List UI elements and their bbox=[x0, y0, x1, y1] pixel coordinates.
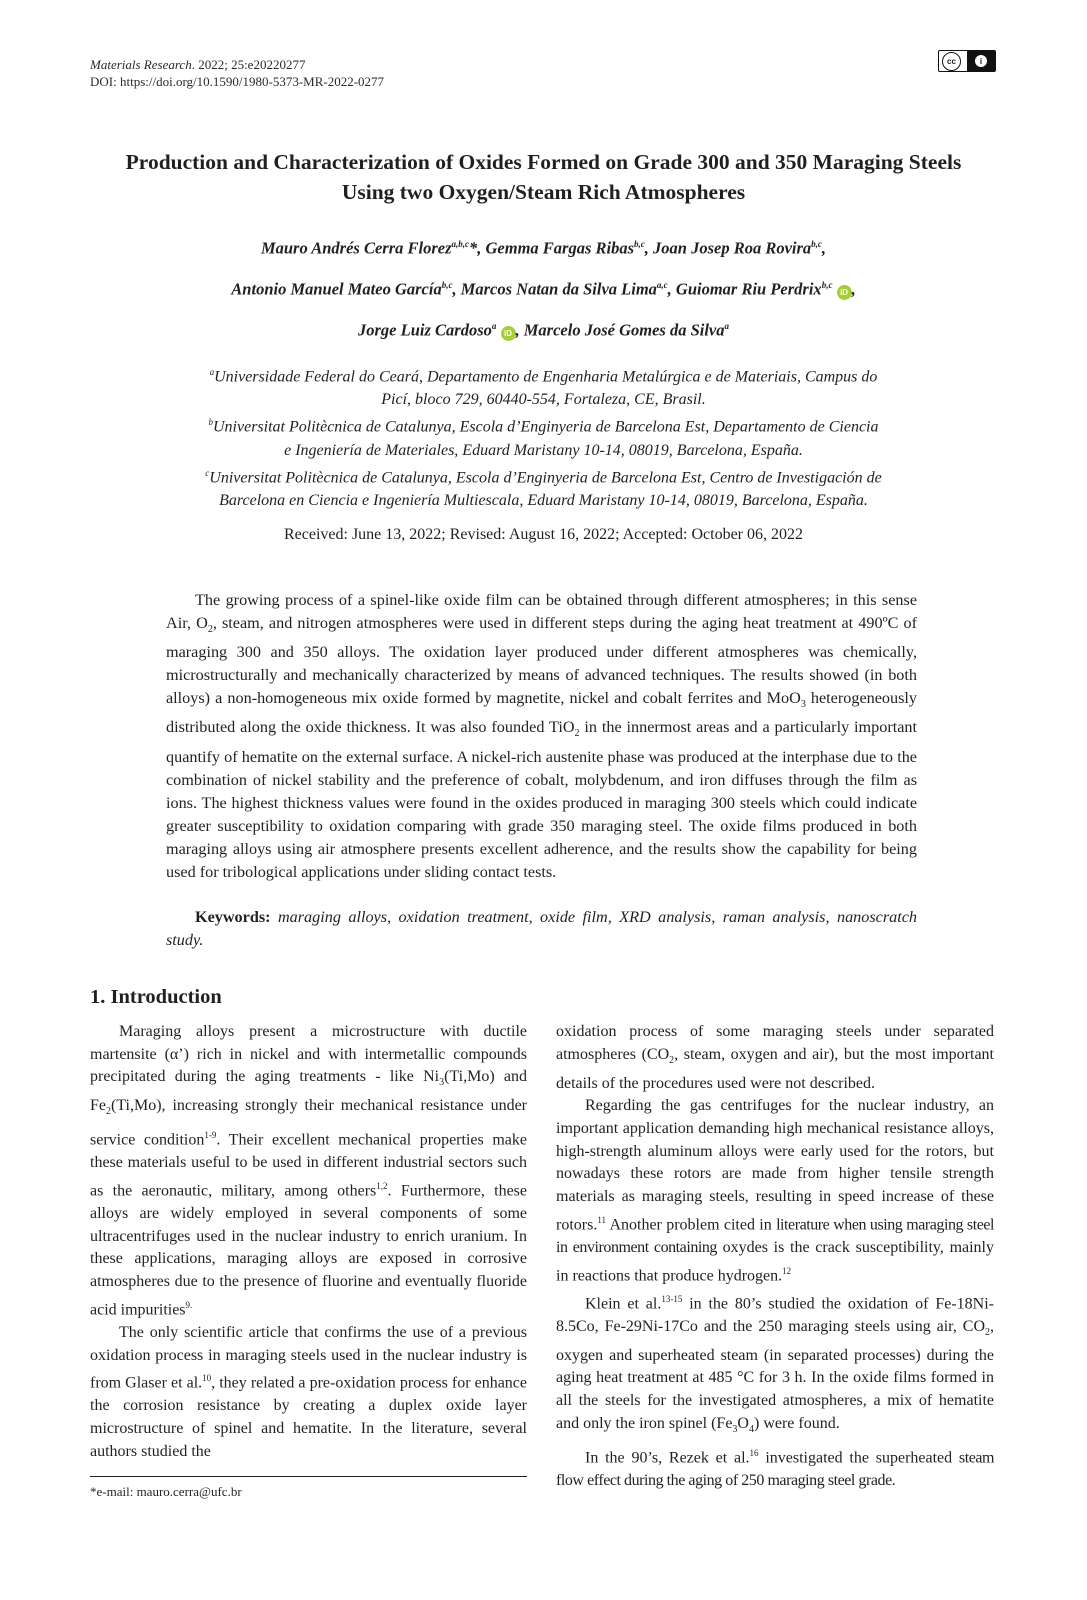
author-affiliation-mark: a,b,c bbox=[451, 239, 469, 249]
subscript: 4 bbox=[748, 1423, 754, 1435]
body-text: Regarding the gas centrifuges for the nuclear industry, an important application demanding high mechanical resistance alloys, high-strength aluminum alloys were early used for the rotors, but nowadays these rotors are made from higher tensile strength materials as maraging steels, resulting in speed increase of these rotors. bbox=[556, 1097, 994, 1234]
keywords-label: Keywords: bbox=[195, 908, 271, 926]
journal-citation bbox=[90, 56, 384, 73]
affiliation-text: Barcelona en Ciencia e Ingeniería Multiescala, Eduard Maristany 10-14, 08019, Barcelona, España. bbox=[219, 491, 868, 509]
author-affiliation-mark: a bbox=[491, 321, 497, 331]
body-text: in the 80’s studied the oxidation of Fe-18Ni-8.5Co, Fe-29Ni-17Co and the 250 maraging steels using air, CO bbox=[556, 1294, 994, 1335]
citation-ref[interactable]: 1,2 bbox=[376, 1180, 388, 1191]
by-attribution-mark: i bbox=[967, 51, 995, 71]
body-text: steam flow effect during the aging of 250 maraging steel grade. bbox=[556, 1448, 994, 1489]
body-text: Another problem cited in bbox=[606, 1216, 777, 1234]
citation-ref[interactable]: 13-15 bbox=[661, 1293, 683, 1304]
section-heading: 1. Introduction bbox=[90, 986, 222, 1008]
body-text: O bbox=[737, 1414, 749, 1432]
author-separator: , bbox=[452, 279, 461, 299]
affiliation-text: Picí, bloco 729, 60440-554, Fortaleza, CE, Brasil. bbox=[381, 391, 706, 409]
keywords bbox=[166, 906, 917, 952]
body-paragraph bbox=[556, 1442, 994, 1493]
author-affiliation-mark: b,c bbox=[441, 280, 453, 290]
author-name: Gemma Fargas Ribas bbox=[485, 238, 635, 258]
author-separator: *, bbox=[469, 238, 486, 258]
author-line-3 bbox=[60, 314, 1027, 355]
citation-ref[interactable]: 11 bbox=[597, 1214, 606, 1225]
author-affiliation-mark: b,c bbox=[634, 239, 645, 249]
abstract-text: in the innermost areas and a particularly important quantify of hematite on the external surface. A nickel-rich austenite phase was produced at the interphase due to the combination of nickel stability and the preference of cobalt, molybdenum, and iron diffuses through the film as ions. The highest thickness values were found in the oxides produced in maraging 300 steels which could indicate greater susceptibility to oxidation comparing with grade 350 maraging steel. The oxide films produced in both maraging alloys using air atmosphere presents excellent adherence, and the results show the capability for being used for tribological applications under sliding contact tests. bbox=[166, 718, 917, 881]
author-separator: , bbox=[644, 238, 654, 258]
subscript: 3 bbox=[732, 1423, 738, 1435]
subscript: 2 bbox=[669, 1054, 675, 1066]
author-list bbox=[60, 232, 1027, 355]
citation-ref[interactable]: 9. bbox=[185, 1299, 193, 1310]
corresponding-email[interactable]: *e-mail: mauro.cerra@ufc.br bbox=[90, 1484, 242, 1499]
body-paragraph bbox=[556, 1021, 994, 1095]
affiliation-text: Universitat Politècnica de Catalunya, Escola d’Enginyeria de Barcelona Est, Departamento de Ciencia bbox=[213, 418, 879, 436]
cc-by-icon[interactable] bbox=[938, 50, 996, 72]
affiliation-mark: b bbox=[208, 417, 213, 428]
cc-logo: cc bbox=[942, 52, 961, 71]
subscript: 3 bbox=[439, 1077, 445, 1089]
body-text: literature when using maraging steel in environment containing bbox=[556, 1216, 994, 1256]
body-text: investigated the superheated bbox=[758, 1448, 959, 1466]
affiliation-text: e Ingeniería de Materiales, Eduard Maristany 10-14, 08019, Barcelona, España. bbox=[284, 441, 803, 459]
subscript: 2 bbox=[574, 728, 580, 740]
orcid-icon[interactable]: iD bbox=[501, 326, 516, 341]
paper-title-line-2: Using two Oxygen/Steam Rich Atmospheres bbox=[341, 180, 746, 204]
author-line-2 bbox=[60, 273, 1027, 314]
author-affiliation-mark: a bbox=[724, 321, 729, 331]
author-separator: , bbox=[667, 279, 676, 299]
body-text: oxidation process of some maraging steels under separated atmospheres (CO bbox=[556, 1023, 994, 1063]
author-name: Jorge Luiz Cardoso bbox=[358, 320, 492, 340]
affiliation-text: Universitat Politècnica de Catalunya, Escola d’Enginyeria de Barcelona Est, Centro de Investigación de bbox=[209, 468, 882, 486]
abstract-text: , steam, and nitrogen atmospheres were used in different steps during the aging heat treatment at 490ºC of maraging 300 and 350 alloys. The oxidation layer produced under different atmospheres was chemically, microstructurally and mechanically characterized by means of advanced techniques. The results showed (in both alloys) a non-homogeneous mix oxide formed by magnetite, nickel and cobalt ferrites and MoO bbox=[166, 614, 918, 708]
subscript: 2 bbox=[985, 1326, 990, 1338]
abstract-text: heterogeneously distributed along the oxide thickness. It was also founded TiO bbox=[166, 689, 917, 737]
author-name: Antonio Manuel Mateo García bbox=[231, 279, 442, 299]
abstract bbox=[166, 589, 917, 884]
body-text: The only scientific article that confirms the use of a previous oxidation process in maraging steels used in the nuclear industry is from Glaser et al. bbox=[90, 1323, 527, 1392]
orcid-icon[interactable]: iD bbox=[837, 285, 852, 300]
affiliation-mark: c bbox=[205, 467, 210, 478]
affiliation-mark: a bbox=[209, 367, 215, 377]
body-text: oxydes is the crack susceptibility, mainly in reactions that produce hydrogen. bbox=[556, 1238, 995, 1284]
body-paragraph bbox=[90, 1322, 527, 1464]
author-name: Mauro Andrés Cerra Florez bbox=[260, 238, 452, 258]
author-name: Guiomar Riu Perdrix bbox=[675, 279, 822, 299]
author-separator: , bbox=[851, 279, 856, 299]
abstract-text: The growing process of a spinel-like oxide film can be obtained through different atmospheres; in this sense Air, O bbox=[166, 591, 917, 632]
body-column-left bbox=[90, 1021, 527, 1463]
body-text: . Furthermore, these alloys are widely employed in several components of some ultracentrifuges used in the nuclear industry to enrich uranium. In these applications, maraging alloys are exposed in corrosive atmospheres due to the presence of fluorine and eventually fluoride acid impurities bbox=[90, 1182, 528, 1319]
subscript: 3 bbox=[800, 699, 806, 711]
body-text: (Ti,Mo) and Fe bbox=[90, 1068, 528, 1115]
body-text: , they related a pre-oxidation process for enhance the corrosion resistance by creating a duplex oxide layer microstructure of spinel and hematite. In the literature, several authors studied the bbox=[90, 1374, 527, 1460]
author-name: Marcelo José Gomes da Silva bbox=[523, 320, 725, 340]
affiliation-b bbox=[110, 411, 977, 461]
keywords-text: maraging alloys, oxidation treatment, oxide film, XRD analysis, raman analysis, nanoscratch study. bbox=[166, 908, 917, 949]
body-text: . Their excellent mechanical properties make these materials useful to be used in different industrial sectors such as the aeronautic, military, among others bbox=[90, 1131, 527, 1200]
body-text: Klein et al. bbox=[585, 1294, 662, 1312]
paper-title bbox=[60, 147, 1027, 207]
body-text: ) were found. bbox=[753, 1414, 840, 1432]
affiliation-list bbox=[110, 361, 977, 512]
doi-link[interactable]: DOI: https://doi.org/10.1590/1980-5373-MR-2022-0277 bbox=[90, 74, 385, 89]
paper-title-line-1: Production and Characterization of Oxides Formed on Grade 300 and 350 Maraging Steels bbox=[125, 150, 962, 174]
body-column-right bbox=[556, 1021, 994, 1492]
body-text: (Ti,Mo), increasing strongly their mechanical resistance under service condition bbox=[90, 1097, 527, 1149]
body-text: Maraging alloys present a microstructure with ductile martensite (α’) rich in nickel and with intermetallic compounds precipitated during the aging treatments - like Ni bbox=[90, 1023, 527, 1086]
body-paragraph bbox=[556, 1288, 994, 1442]
journal-volume: . 2022; 25:e20220277 bbox=[191, 57, 306, 72]
affiliation-c bbox=[110, 462, 977, 512]
author-affiliation-mark: b,c bbox=[811, 239, 822, 249]
body-text: , oxygen and superheated steam (in separated processes) during the aging heat treatment at 485 °C for 3 h. In the oxide films formed in all the steels for the investigated atmospheres, a mix of hematite and only the iron spinel (Fe bbox=[556, 1317, 994, 1432]
affiliation-text: Universidade Federal do Ceará, Departamento de Engenharia Metalúrgica e de Materiais, Campus do bbox=[214, 368, 878, 386]
body-text: In the 90’s, Rezek et al. bbox=[585, 1448, 750, 1466]
author-separator: , bbox=[821, 238, 827, 258]
body-paragraph bbox=[90, 1021, 527, 1322]
citation-ref[interactable]: 1-9 bbox=[204, 1130, 217, 1141]
submission-dates: Received: June 13, 2022; Revised: August 16, 2022; Accepted: October 06, 2022 bbox=[283, 526, 804, 543]
citation-ref[interactable]: 10 bbox=[202, 1373, 212, 1384]
subscript: 2 bbox=[106, 1106, 111, 1118]
subscript: 2 bbox=[207, 624, 213, 636]
author-affiliation-mark: a,c bbox=[656, 280, 668, 290]
body-text: , steam, oxygen and air), but the most important details of the procedures used were not described. bbox=[556, 1045, 995, 1092]
journal-header bbox=[90, 56, 384, 90]
journal-name: Materials Research bbox=[90, 57, 192, 72]
author-separator: , bbox=[515, 320, 524, 340]
citation-ref[interactable]: 16 bbox=[749, 1447, 759, 1458]
author-line-1 bbox=[60, 232, 1027, 273]
citation-ref[interactable]: 12 bbox=[782, 1265, 792, 1276]
author-name: Joan Josep Roa Rovira bbox=[653, 238, 812, 258]
author-affiliation-mark: b,c bbox=[821, 280, 833, 290]
author-name: Marcos Natan da Silva Lima bbox=[460, 279, 657, 299]
affiliation-a bbox=[110, 361, 977, 411]
footnote-divider bbox=[90, 1476, 527, 1477]
body-paragraph bbox=[556, 1095, 994, 1287]
